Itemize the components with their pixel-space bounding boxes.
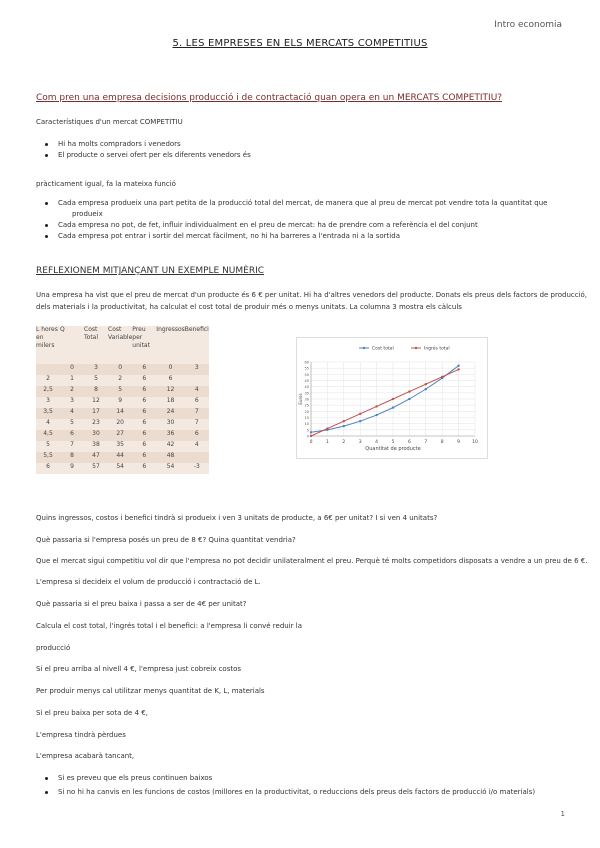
line-chart	[297, 338, 487, 458]
table-cell	[185, 452, 209, 463]
table-cell: 12	[156, 386, 184, 397]
table-cell: 38	[84, 441, 108, 452]
data-point	[392, 398, 394, 400]
list-item: Hi ha molts compradors i venedors	[36, 140, 251, 149]
section2-heading: REFLEXIONEM MITJANÇANT UN EXEMPLE NUMÈRIC	[36, 266, 265, 276]
final-bullet-list	[36, 774, 535, 799]
table-cell: 48	[156, 452, 184, 463]
table-cell: 27	[108, 430, 132, 441]
table-row	[36, 452, 209, 463]
question-text: Si el preu arriba al nivell 4 €, l'empresa just cobreix costos	[36, 665, 242, 673]
table-cell: 6	[185, 397, 209, 408]
table-cell: 6	[185, 430, 209, 441]
table-cell: 4	[185, 441, 209, 452]
table-row	[36, 397, 209, 408]
x-tick-label: 1	[325, 440, 329, 445]
question-text: L'empresa tindrà pèrdues	[36, 731, 126, 739]
list-item: Cada empresa pot entrar i sortir del mercat fàcilment, no hi ha barreres a l'entrada ni a la sortida	[36, 232, 566, 241]
table-row	[36, 375, 209, 386]
table-cell: 47	[84, 452, 108, 463]
table-cell: 35	[108, 441, 132, 452]
y-tick-label: 0	[306, 434, 309, 439]
section1-intro: Característiques d'un mercat COMPETITIU	[36, 118, 183, 126]
table-cell: 6	[132, 430, 156, 441]
list-item: Si no hi ha canvis en les funcions de costos (millores en la productivitat, o reduccions dels preus dels factors de producció i/o materials)	[36, 788, 535, 797]
data-point	[425, 388, 427, 390]
table-cell: 0	[108, 364, 132, 375]
table-cell: 23	[84, 419, 108, 430]
table-cell: 3	[185, 364, 209, 375]
table-cell: 5	[36, 441, 60, 452]
y-tick-label: 45	[304, 379, 309, 383]
question-text: L'empresa si decideix el volum de producció i contractació de L.	[36, 578, 261, 586]
table-cell: 3	[60, 397, 84, 408]
table-cell: 9	[60, 463, 84, 474]
question-text: Calcula el cost total, l'ingrés total i el benefici: a l'empresa li convé reduir la	[36, 622, 302, 630]
table-cell: 36	[156, 430, 184, 441]
y-tick-label: 55	[304, 366, 309, 371]
data-point	[457, 365, 459, 367]
table-cell: 42	[156, 441, 184, 452]
table-cell: 2,5	[36, 386, 60, 397]
data-point	[392, 406, 394, 408]
table-row	[36, 408, 209, 419]
list-item: Cada empresa no pot, de fet, influir individualment en el preu de mercat: ha de prendre com a referència el del conjunt	[36, 221, 566, 230]
x-tick-label: 5	[391, 440, 395, 445]
table-cell: 6	[36, 463, 60, 474]
table-cell: 54	[156, 463, 184, 474]
bullet-list-a	[36, 140, 251, 162]
data-point	[408, 390, 410, 392]
table-cell: 3,5	[36, 408, 60, 419]
data-point	[441, 376, 443, 378]
table-cell	[185, 375, 209, 386]
table-cell: 7	[60, 441, 84, 452]
table-header-cell: Ingressos	[156, 326, 184, 364]
table-cell: 54	[108, 463, 132, 474]
table-cell: 8	[60, 452, 84, 463]
table-cell: 5	[84, 375, 108, 386]
y-tick-label: 30	[304, 397, 309, 402]
table-header-cell: Q	[60, 326, 84, 364]
list-item: El producte o servei ofert per els diferents venedors és	[36, 151, 251, 160]
y-tick-label: 10	[304, 422, 309, 427]
y-tick-label: 15	[304, 416, 309, 420]
table-cell: 30	[84, 430, 108, 441]
x-tick-label: 4	[375, 440, 379, 445]
data-point	[343, 420, 345, 422]
y-tick-label: 40	[304, 385, 309, 390]
table-cell: 18	[156, 397, 184, 408]
table-header-cell: Benefici	[185, 326, 209, 364]
legend-marker	[363, 347, 365, 349]
x-axis-title: Quantitat de producte	[365, 446, 421, 452]
legend-label: Ingrés total	[424, 346, 450, 352]
table-cell: 0	[156, 364, 184, 375]
table-row	[36, 463, 209, 474]
table-row	[36, 441, 209, 452]
data-point	[310, 431, 312, 433]
table-cell: 4	[60, 408, 84, 419]
data-point	[326, 427, 328, 429]
list-item: Si es preveu que els preus continuen baixos	[36, 774, 535, 783]
table-header-cell: Cost Total	[84, 326, 108, 364]
table-cell: 6	[156, 375, 184, 386]
page-title: 5. LES EMPRESES EN ELS MERCATS COMPETITIUS	[172, 38, 428, 49]
table-cell: 6	[132, 408, 156, 419]
table-cell: 6	[132, 463, 156, 474]
table-cell: 44	[108, 452, 132, 463]
table-row	[36, 419, 209, 430]
section2-para2: dels materials i la productivitat, ha calculat el cost total de produir més o menys unitats. La columna 3 mostra els càlculs	[36, 303, 462, 311]
table-cell: 6	[132, 397, 156, 408]
x-tick-label: 7	[424, 440, 428, 445]
table-cell: 7	[185, 408, 209, 419]
page-number: 1	[560, 810, 565, 818]
table-cell: 6	[132, 419, 156, 430]
data-point	[359, 420, 361, 422]
table-cell: 3	[36, 397, 60, 408]
data-point	[359, 413, 361, 415]
table-cell: 6	[132, 441, 156, 452]
question-text: Què passaria si el preu baixa i passa a ser de 4€ per unitat?	[36, 600, 247, 608]
legend-marker	[415, 347, 417, 349]
question-text: Per produir menys cal utilitzar menys quantitat de K, L, materials	[36, 687, 265, 695]
table-header-cell: Cost Variable	[108, 326, 132, 364]
bullet-list-b	[36, 199, 566, 243]
question-text: Quins ingressos, costos i benefici tindrà si produeix i ven 3 unitats de producte, a 6€ per unitat? I si ven 4 unitats?	[36, 514, 438, 522]
data-point	[425, 383, 427, 385]
table-cell: 30	[156, 419, 184, 430]
section2-para1: Una empresa ha vist que el preu de mercat d'un producte és 6 € per unitat. Hi ha d'altres venedors del producte. Donats els preus dels factors de producció,	[36, 291, 588, 299]
table-cell: 6	[60, 430, 84, 441]
y-tick-label: 35	[304, 391, 309, 396]
x-tick-label: 9	[457, 440, 461, 445]
table-cell: 3	[84, 364, 108, 375]
table-row	[36, 430, 209, 441]
table-cell: -3	[185, 463, 209, 474]
data-point	[375, 414, 377, 416]
list-item: Cada empresa produeix una part petita de la producció total del mercat, de manera que al preu de mercat pot vendre tota la quantitat que	[36, 199, 566, 208]
question-text: Què passaria si l'empresa posés un preu de 8 €? Quina quantitat vendria?	[36, 536, 296, 544]
table-cell: 17	[84, 408, 108, 419]
data-table	[36, 326, 209, 474]
data-point	[310, 435, 312, 437]
table-cell: 7	[185, 419, 209, 430]
x-tick-label: 2	[342, 440, 346, 445]
table-cell: 5	[60, 419, 84, 430]
table-cell: 6	[132, 375, 156, 386]
table-row	[36, 364, 209, 375]
table-header-cell: L hores en milers	[36, 326, 60, 364]
x-tick-label: 0	[309, 440, 313, 445]
x-tick-label: 3	[358, 440, 362, 445]
table-cell: 2	[108, 375, 132, 386]
series-line-1	[311, 369, 459, 436]
table-cell: 5	[108, 386, 132, 397]
table-cell: 2	[36, 375, 60, 386]
table-cell: 57	[84, 463, 108, 474]
x-tick-label: 6	[407, 440, 411, 445]
section1-practically: pràcticament igual, fa la mateixa funció	[36, 180, 176, 188]
question-text: Si el preu baixa per sota de 4 €,	[36, 709, 148, 717]
table-cell: 14	[108, 408, 132, 419]
y-tick-label: 5	[306, 428, 309, 433]
data-point	[343, 425, 345, 427]
table-cell: 0	[60, 364, 84, 375]
legend-label: Cost total	[372, 346, 394, 352]
table-row	[36, 386, 209, 397]
table-cell: 20	[108, 419, 132, 430]
table-cell: 8	[84, 386, 108, 397]
table-cell: 6	[132, 386, 156, 397]
table-cell: 1	[60, 375, 84, 386]
section1-heading: Com pren una empresa decisions producció i de contractació quan opera en un MERCATS COMPETITIU?	[36, 93, 503, 103]
table-cell: 5,5	[36, 452, 60, 463]
table-cell: 6	[132, 452, 156, 463]
data-point	[457, 368, 459, 370]
x-tick-label: 8	[440, 440, 444, 445]
y-tick-label: 25	[304, 403, 309, 408]
table-cell: 24	[156, 408, 184, 419]
data-point	[408, 398, 410, 400]
table-cell: 2	[60, 386, 84, 397]
y-tick-label: 60	[304, 360, 309, 365]
table-cell: 4,5	[36, 430, 60, 441]
table-cell: 4	[36, 419, 60, 430]
question-text: L'empresa acabarà tancant,	[36, 752, 135, 760]
y-tick-label: 20	[304, 409, 309, 414]
header-label: Intro economia	[494, 20, 562, 30]
question-text: Que el mercat sigui competitiu vol dir que l'empresa no pot decidir unilateralment el preu. Perquè té molts competidors disposats a vendre a un preu de 6 €.	[36, 557, 588, 565]
chart-frame	[296, 337, 488, 459]
table-cell	[36, 364, 60, 375]
list-item-continued: produeix	[72, 210, 103, 218]
y-tick-label: 50	[304, 372, 309, 377]
y-axis-title: Euros	[298, 393, 303, 405]
data-point	[375, 405, 377, 407]
table-cell: 9	[108, 397, 132, 408]
table-cell: 12	[84, 397, 108, 408]
x-tick-label: 10	[472, 440, 478, 445]
table-cell: 4	[185, 386, 209, 397]
table-cell: 6	[132, 364, 156, 375]
question-text: producció	[36, 644, 71, 652]
table-header-cell: Preu per unitat	[132, 326, 156, 364]
